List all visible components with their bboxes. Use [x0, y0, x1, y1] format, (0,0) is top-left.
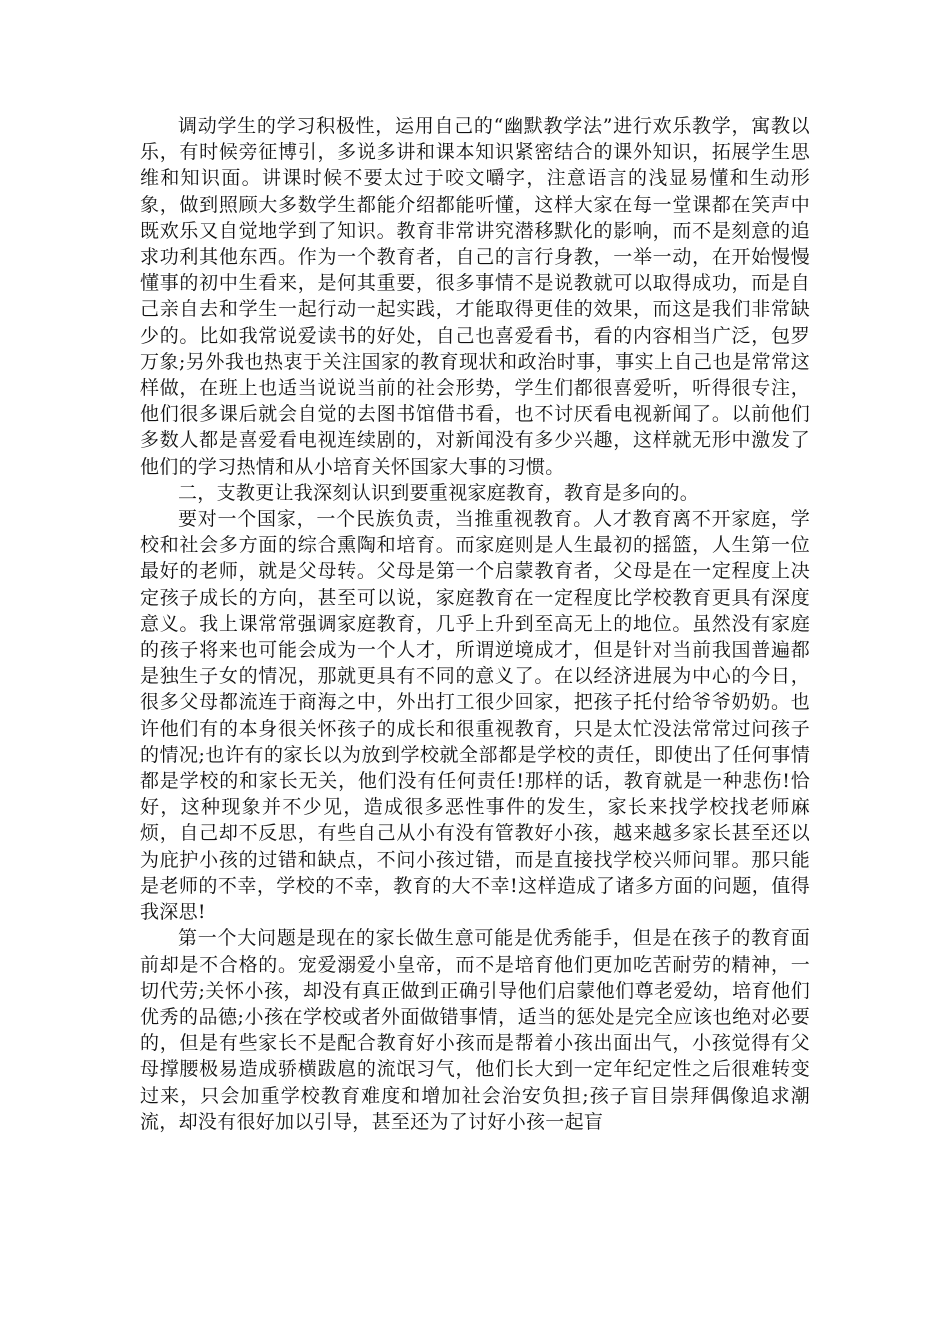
paragraph-family-responsibility: 要对一个国家，一个民族负责，当推重视教育。人才教育离不开家庭，学校和社会多方面的综合熏陶和培育。而家庭则是人生最初的摇篮，人生第一位最好的老师，就是父母转。父母是第一个启蒙教育者，父母是在一定程度上决定孩子成长的方向，甚至可以说，家庭教育在一定程度比学校教育更具有深度意义。我上课常常强调家庭教育，几乎上升到至高无上的地位。虽然没有家庭的孩子将来也可能会成为一个人才，所谓逆境成才，但是针对当前我国普遍都是独生子女的情况，那就更具有不同的意义了。在以经济进展为中心的今日，很多父母都流连于商海之中，外出打工很少回家，把孩子托付给爷爷奶奶。也许他们有的本身很关怀孩子的成长和很重视教育，只是太忙没法常常过问孩子的情况;也许有的家长以为放到学校就全部都是学校的责任，即使出了任何事情都是学校的和家长无关，他们没有任何责任!那样的话，教育就是一种悲伤!恰好，这种现象并不少见，造成很多恶性事件的发生，家长来找学校找老师麻烦，自己却不反思，有些自己从小有没有管教好小孩，越来越多家长甚至还以为庇护小孩的过错和缺点，不问小孩过错，而是直接找学校兴师问罪。那只能是老师的不幸，学校的不幸，教育的大不幸!这样造成了诸多方面的问题，值得我深思!: [140, 508, 810, 924]
paragraph-section-heading-family-education: 二，支教更让我深刻认识到要重视家庭教育，教育是多向的。: [178, 481, 700, 504]
body-text: [140, 113, 810, 1135]
paragraph-first-problem: 第一个大问题是现在的家长做生意可能是优秀能手，但是在孩子的教育面前却是不合格的。宠爱溺爱小皇帝，而不是培育他们更加吃苦耐劳的精神，一切代劳;关怀小孩，却没有真正做到正确引导他们启蒙他们尊老爱幼，培育他们优秀的品德;小孩在学校或者外面做错事情，适当的惩处是完全应该也绝对必要的，但是有些家长不是配合教育好小孩而是帮着小孩出面出气，小孩觉得有父母撑腰极易造成骄横跋扈的流氓习气，他们长大到一定年纪定性之后很难转变过来，只会加重学校教育难度和增加社会治安负担;孩子盲目崇拜偶像追求潮流，却没有很好加以引导，甚至还为了讨好小孩一起盲: [140, 927, 810, 1133]
paragraph-humor-teaching: 调动学生的学习积极性，运用自己的“幽默教学法”进行欢乐教学，寓教以乐，有时候旁征博引，多说多讲和课本知识紧密结合的课外知识，拓展学生思维和知识面。讲课时候不要太过于咬文嚼字，注意语言的浅显易懂和生动形象，做到照顾大多数学生都能介绍都能听懂，这样大家在每一堂课都在笑声中既欢乐又自觉地学到了知识。教育非常讲究潜移默化的影响，而不是刻意的追求功利其他东西。作为一个教育者，自己的言行身教，一举一动，在开始慢慢懂事的初中生看来，是何其重要，很多事情不是说教就可以取得成功，而是自己亲自去和学生一起行动一起实践，才能取得更佳的效果，而这是我们非常缺少的。比如我常说爱读书的好处，自己也喜爱看书，看的内容相当广泛，包罗万象;另外我也热衷于关注国家的教育现状和政治时事，事实上自己也是常常这样做，在班上也适当说说当前的社会形势，学生们都很喜爱听，听得很专注，他们很多课后就会自觉的去图书馆借书看，也不讨厌看电视新闻了。以前他们多数人都是喜爱看电视连续剧的，对新闻没有多少兴趣，这样就无形中激发了他们的学习热情和从小培育关怀国家大事的习惯。: [140, 115, 810, 478]
